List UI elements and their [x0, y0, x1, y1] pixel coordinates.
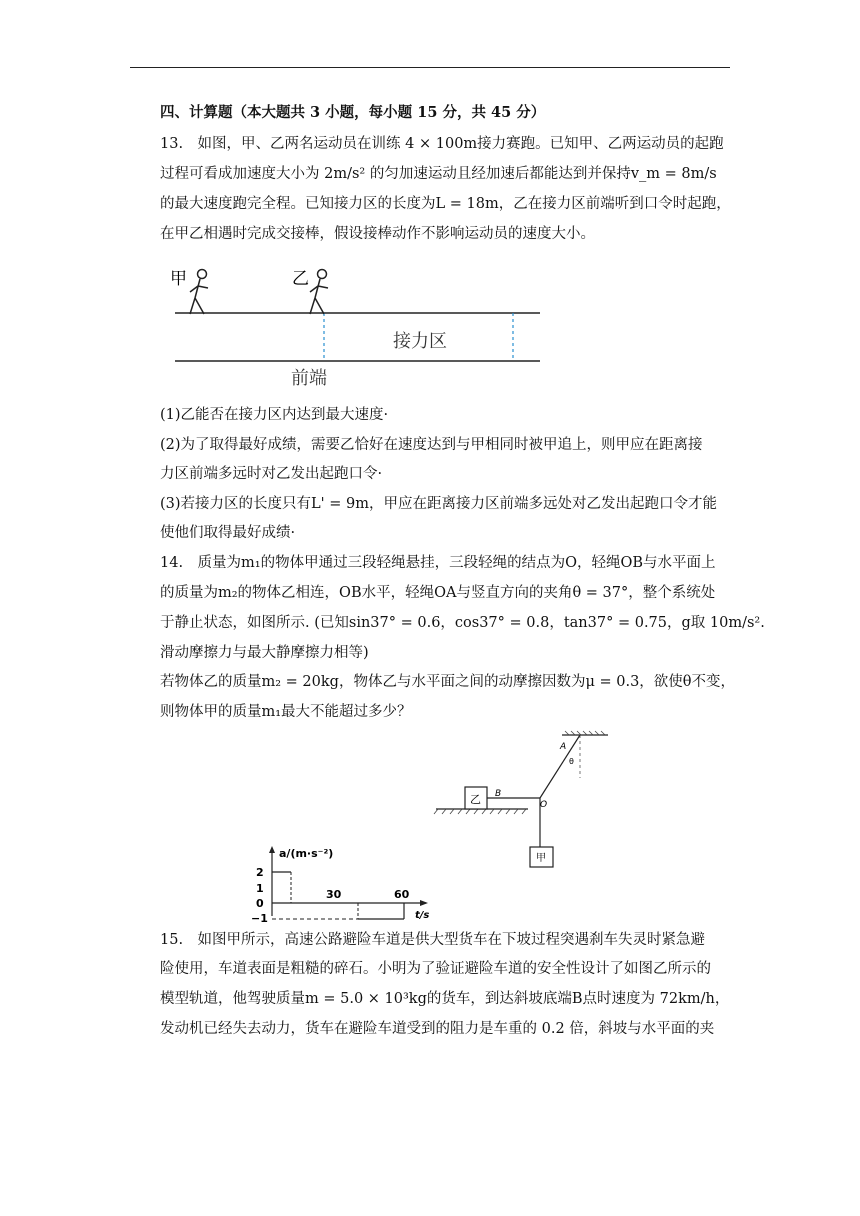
q13-line: 的最大速度跑完全程。已知接力区的长度为L = 18m，乙在接力区前端听到口令时起跑， [160, 196, 731, 212]
box-yi-label: 乙 [470, 793, 481, 806]
runner-b-label: 乙 [292, 269, 309, 289]
relay-figure [160, 258, 550, 393]
q14-line: 于静止状态，如图所示. (已知sin37° = 0.6，cos37° = 0.8，tan37° = 0.75，g取 10m/s². [160, 615, 765, 631]
graph-xlabel: t/s [415, 910, 430, 921]
q15-line: 15. 如图甲所示，高速公路避险车道是供大型货车在下坡过程突遇刹车失灵时紧急避 [160, 932, 706, 948]
y-tick: 1 [256, 882, 264, 895]
a-t-graph [248, 840, 438, 928]
q13-sub: (3)若接力区的长度只有L' = 9m，甲应在距离接力区前端多远处对乙发出起跑口令才能 [160, 496, 717, 512]
front-label: 前端 [291, 368, 327, 389]
runner-a-label: 甲 [170, 269, 187, 289]
q14-line: 则物体甲的质量m₁最大不能超过多少？ [160, 704, 412, 720]
label-O: O [540, 800, 548, 810]
q15-line: 发动机已经失去动力，货车在避险车道受到的阻力是车重的 0.2 倍，斜坡与水平面的夹 [160, 1021, 715, 1037]
runner-icon [310, 270, 328, 315]
section-heading: 四、计算题（本大题共 3 小题，每小题 15 分，共 45 分） [160, 104, 546, 121]
x-tick: 30 [326, 888, 342, 901]
label-B: B [495, 789, 502, 799]
zone-label: 接力区 [393, 331, 447, 352]
box-jia-label: 甲 [536, 853, 546, 864]
rope-figure [432, 730, 622, 870]
y-tick: 2 [256, 866, 264, 879]
q13-line: 13. 如图，甲、乙两名运动员在训练 4 × 100m接力赛跑。已知甲、乙两运动员的起跑 [160, 136, 724, 152]
q13-sub: (2)为了取得最好成绩，需要乙恰好在速度达到与甲相同时被甲追上，则甲应在距离接 [160, 437, 703, 453]
y-tick: 0 [256, 897, 264, 910]
header-rule [130, 67, 730, 68]
x-tick: 60 [394, 888, 410, 901]
q14-line: 的质量为m₂的物体乙相连，OB水平，轻绳OA与竖直方向的夹角θ = 37°，整个系统处 [160, 585, 716, 601]
q15-line: 险使用，车道表面是粗糙的碎石。小明为了验证避险车道的安全性设计了如图乙所示的 [160, 961, 711, 977]
q13-sub: 使他们取得最好成绩· [160, 525, 296, 541]
q14-line: 若物体乙的质量m₂ = 20kg，物体乙与水平面之间的动摩擦因数为μ = 0.3，欲使θ不变， [160, 674, 736, 690]
label-theta: θ [569, 757, 574, 766]
q13-sub: (1)乙能否在接力区内达到最大速度· [160, 407, 389, 423]
y-tick: −1 [251, 912, 268, 925]
q13-line: 在甲乙相遇时完成交接棒，假设接棒动作不影响运动员的速度大小。 [160, 226, 595, 242]
q13-line: 过程可看成加速度大小为 2m/s² 的匀加速运动且经加速后都能达到并保持v_m = 8m/s [160, 166, 717, 182]
q14-line: 14. 质量为m₁的物体甲通过三段轻绳悬挂，三段轻绳的结点为O，轻绳OB与水平面上 [160, 555, 716, 571]
runner-icon [190, 270, 208, 315]
q13-sub: 力区前端多远时对乙发出起跑口令· [160, 466, 383, 482]
label-A: A [560, 742, 567, 752]
q14-line: 滑动摩擦力与最大静摩擦力相等) [160, 645, 369, 661]
graph-ylabel: a/(m·s⁻²) [279, 847, 334, 860]
q15-line: 模型轨道，他驾驶质量m = 5.0 × 10³kg的货车，到达斜坡底端B点时速度为 72km/h， [160, 991, 730, 1007]
